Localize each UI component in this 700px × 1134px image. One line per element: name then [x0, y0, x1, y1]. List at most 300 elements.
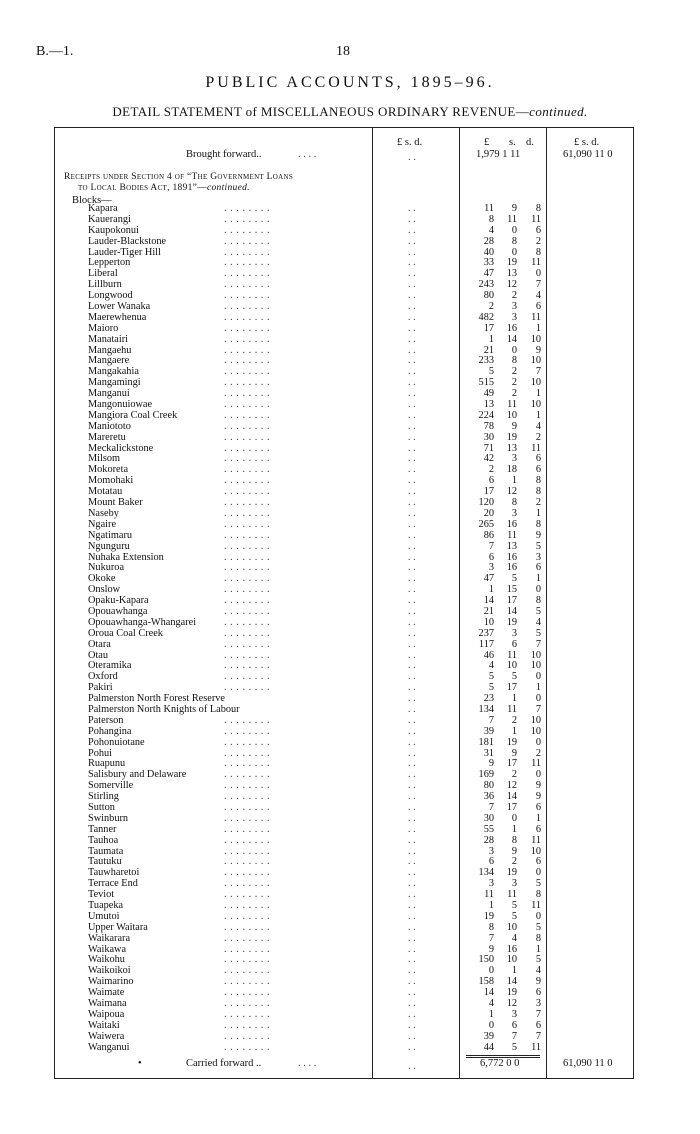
table-row [0, 640, 700, 651]
amount-pounds: 42 [483, 453, 494, 465]
amount-pence: 0 [535, 736, 541, 748]
amount-pence: 2 [535, 497, 541, 509]
amount-shillings: 14 [506, 976, 517, 988]
amount-pence: 9 [535, 344, 541, 356]
amount-shillings: 3 [511, 627, 517, 639]
leader-dots: . . . . . . . . [224, 714, 271, 726]
block-name: Otara [88, 638, 111, 650]
leader-dots: . . . . . . . . [224, 987, 271, 999]
leader-dots: . . . . . . . . [224, 900, 271, 911]
amount-pence: 5 [535, 878, 541, 890]
amount-pence: 10 [530, 845, 541, 857]
col1-dots: . . [408, 900, 416, 911]
amount-shillings: 6 [511, 638, 517, 650]
amount-shillings: 16 [506, 943, 517, 955]
block-name: Ngaire [88, 518, 117, 530]
amount-shillings: 19 [506, 431, 517, 443]
block-name: Waipoua [88, 1008, 125, 1020]
amount-shillings: 13 [506, 268, 517, 280]
col1-dots: . . [408, 976, 416, 988]
col1-dots: . . [408, 203, 416, 214]
leader-dots: . . . . . . . . [224, 213, 271, 225]
col1-dots: . . [408, 910, 416, 922]
column-header-3: £ s. d. [574, 137, 600, 148]
amount-pounds: 19 [483, 910, 494, 922]
block-name: Terrace End [88, 878, 138, 890]
col1-dots: . . [408, 344, 416, 356]
block-name: Naseby [88, 507, 119, 519]
leader-dots: . . . . . . . . [224, 736, 271, 748]
block-name: Somerville [88, 780, 134, 792]
col1-dots: . . [408, 714, 416, 726]
col1-dots: . . [408, 627, 416, 639]
amount-pounds: 21 [483, 344, 494, 356]
amount-shillings: 12 [506, 486, 517, 498]
leader-dots: . . . . . . . . [224, 910, 271, 922]
col1-dots: . . [408, 301, 416, 313]
block-name: Waitaki [88, 1019, 120, 1031]
amount-shillings: 1 [511, 965, 517, 977]
amount-pence: 6 [535, 1019, 541, 1031]
col1-dots: . . [408, 584, 416, 596]
amount-shillings: 10 [506, 954, 517, 966]
leader-dots: . . . . . . . . [224, 954, 271, 966]
leader-dots: . . . . . . . . [224, 605, 271, 617]
leader-dots: . . . . . . . . [224, 834, 271, 846]
page-subtitle [0, 104, 700, 120]
block-name: Maniototo [88, 420, 131, 432]
block-name: Maerewhenua [88, 311, 147, 323]
amount-pence: 1 [535, 388, 541, 400]
amount-pounds: 2 [488, 464, 494, 476]
amount-pounds: 0 [488, 1019, 494, 1031]
block-name: Kapara [88, 203, 118, 214]
amount-shillings: 14 [506, 791, 517, 803]
amount-pence: 6 [535, 301, 541, 313]
leader-dots: . . . . . . . . [224, 747, 271, 759]
block-name: Waimate [88, 987, 125, 999]
amount-pounds: 8 [488, 213, 494, 225]
block-name: Tauwharetoi [88, 867, 140, 879]
amount-pence: 11 [531, 834, 541, 846]
amount-pence: 0 [535, 867, 541, 879]
block-name: Opouawhanga [88, 605, 148, 617]
col1-dots: . . [408, 780, 416, 792]
block-name: Momohaki [88, 475, 134, 487]
amount-pence: 1 [535, 943, 541, 955]
leader-dots: . . . . . . . . [224, 769, 271, 781]
leader-dots: . . . . . . . . [224, 203, 271, 214]
subtitle-continued: continued. [529, 104, 588, 119]
section-heading-line1: Receipts under Section 4 of “The Government Loans [64, 172, 294, 182]
amount-pence: 2 [535, 747, 541, 759]
col1-dots: . . [408, 736, 416, 748]
block-name: Mokoreta [88, 464, 129, 476]
amount-pounds: 5 [488, 682, 494, 694]
amount-shillings: 11 [507, 399, 517, 411]
amount-pence: 7 [535, 279, 541, 291]
col1-dots: . . [408, 377, 416, 389]
amount-pounds: 55 [483, 823, 494, 835]
block-name: Tautuku [88, 856, 122, 868]
amount-pounds: 1 [488, 900, 494, 911]
block-name: Wanganui [88, 1041, 130, 1053]
col1-dots: . . [408, 322, 416, 334]
carried-forward-bullet: • [138, 1058, 142, 1069]
leader-dots: . . . . . . . . [224, 333, 271, 345]
amount-pence: 11 [531, 1041, 541, 1053]
amount-shillings: 8 [511, 497, 517, 509]
brought-forward-label: Brought forward.. [186, 149, 262, 160]
amount-pounds: 5 [488, 366, 494, 378]
amount-pounds: 20 [483, 507, 494, 519]
brought-forward-col1: . . [408, 152, 416, 163]
amount-pence: 8 [535, 595, 541, 607]
amount-shillings: 9 [511, 747, 517, 759]
leader-dots: . . . . . . . . [224, 845, 271, 857]
amount-pence: 8 [535, 246, 541, 258]
block-name: Tanner [88, 823, 117, 835]
block-name: Swinburn [88, 812, 129, 824]
amount-shillings: 3 [511, 507, 517, 519]
amount-pence: 11 [531, 213, 541, 225]
table-row [0, 1032, 700, 1043]
amount-shillings: 3 [511, 453, 517, 465]
col1-dots: . . [408, 856, 416, 868]
amount-pence: 10 [530, 649, 541, 661]
col1-dots: . . [408, 682, 416, 694]
carried-forward-label: Carried forward .. [186, 1058, 262, 1069]
amount-pounds: 36 [483, 791, 494, 803]
amount-shillings: 12 [506, 279, 517, 291]
col1-dots: . . [408, 366, 416, 378]
amount-pence: 9 [535, 780, 541, 792]
page-number: 18 [336, 44, 350, 59]
amount-pence: 10 [530, 333, 541, 345]
col1-dots: . . [408, 529, 416, 541]
amount-shillings: 1 [511, 823, 517, 835]
col1-dots: . . [408, 257, 416, 269]
leader-dots: . . . . . . . . [224, 976, 271, 988]
col1-dots: . . [408, 638, 416, 650]
amount-pence: 3 [535, 551, 541, 563]
block-name: Pakiri [88, 682, 113, 694]
col1-dots: . . [408, 867, 416, 879]
amount-shillings: 16 [506, 551, 517, 563]
amount-pounds: 80 [483, 290, 494, 302]
leader-dots: . . . . . . . . [224, 856, 271, 868]
leader-dots: . . . . . . . . [224, 529, 271, 541]
col1-dots: . . [408, 551, 416, 563]
leader-dots: . . . . . . . . [224, 235, 271, 247]
leader-dots: . . . . . . . . [224, 464, 271, 476]
leader-dots: . . . . . . . . [224, 780, 271, 792]
block-name: Oteramika [88, 660, 132, 672]
amount-shillings: 11 [507, 889, 517, 901]
amount-shillings: 17 [506, 682, 517, 694]
amount-pounds: 30 [483, 431, 494, 443]
amount-pounds: 10 [483, 616, 494, 628]
block-name: Tauhoa [88, 834, 119, 846]
leader-dots: . . . . . . . . [224, 878, 271, 890]
amount-pounds: 3 [488, 845, 494, 857]
amount-shillings: 11 [507, 529, 517, 541]
block-name: Okoke [88, 573, 116, 585]
col1-dots: . . [408, 791, 416, 803]
leader-dots: . . . . . . . . [224, 638, 271, 650]
col1-dots: . . [408, 769, 416, 781]
amount-shillings: 0 [511, 812, 517, 824]
col1-dots: . . [408, 987, 416, 999]
col1-dots: . . [408, 246, 416, 258]
col1-dots: . . [408, 311, 416, 323]
amount-pounds: 28 [483, 235, 494, 247]
block-name: Lower Wanaka [88, 301, 151, 313]
amount-pounds: 265 [478, 518, 494, 530]
amount-pence: 4 [535, 616, 541, 628]
col1-dots: . . [408, 464, 416, 476]
amount-pounds: 4 [488, 224, 494, 236]
amount-pence: 0 [535, 769, 541, 781]
amount-pounds: 134 [478, 867, 494, 879]
block-name: Meckalickstone [88, 442, 154, 454]
amount-shillings: 2 [511, 377, 517, 389]
col1-dots: . . [408, 290, 416, 302]
amount-pounds: 7 [488, 932, 494, 944]
page-title: PUBLIC ACCOUNTS, 1895–96. [205, 74, 495, 91]
amount-pounds: 233 [478, 355, 494, 367]
leader-dots: . . . . . . . . [224, 791, 271, 803]
amount-pence: 9 [535, 791, 541, 803]
block-name: Mangonuiowae [88, 399, 153, 411]
block-name: Mount Baker [88, 497, 143, 509]
amount-pence: 4 [535, 965, 541, 977]
amount-pence: 6 [535, 823, 541, 835]
leader-dots: . . . . . . . . [224, 257, 271, 269]
col1-dots: . . [408, 388, 416, 400]
leader-dots: . . . . . . . . [224, 355, 271, 367]
amount-shillings: 1 [511, 725, 517, 737]
leader-dots: . . . . . . . . [224, 616, 271, 628]
amount-pounds: 28 [483, 834, 494, 846]
amount-pence: 1 [535, 812, 541, 824]
amount-pounds: 515 [478, 377, 494, 389]
col1-dots: . . [408, 725, 416, 737]
amount-pence: 7 [535, 703, 541, 715]
amount-shillings: 12 [506, 780, 517, 792]
block-name: Opouawhanga-Whangarei [88, 616, 197, 628]
leader-dots: . . . . . . . . [224, 388, 271, 400]
leader-dots: . . . . . . . . [224, 1030, 271, 1042]
amount-shillings: 2 [511, 290, 517, 302]
block-name: Lillburn [88, 279, 122, 291]
col1-dots: . . [408, 279, 416, 291]
amount-pence: 6 [535, 224, 541, 236]
amount-pounds: 224 [478, 409, 494, 421]
amount-shillings: 3 [511, 301, 517, 313]
amount-pence: 0 [535, 584, 541, 596]
block-name: Otau [88, 649, 109, 661]
amount-pence: 1 [535, 573, 541, 585]
col1-dots: . . [408, 605, 416, 617]
amount-pence: 10 [530, 725, 541, 737]
block-name: Motatau [88, 486, 123, 498]
amount-pounds: 1 [488, 1008, 494, 1020]
amount-pence: 0 [535, 268, 541, 280]
amount-pounds: 7 [488, 801, 494, 813]
column-header-2-shillings: s. [509, 137, 516, 148]
brought-forward-col3: 61,090 11 0 [563, 149, 613, 160]
block-name: Waikarara [88, 932, 131, 944]
amount-shillings: 2 [511, 856, 517, 868]
amount-shillings: 8 [511, 834, 517, 846]
amount-pence: 6 [535, 464, 541, 476]
amount-pence: 8 [535, 518, 541, 530]
amount-shillings: 15 [506, 584, 517, 596]
leader-dots: . . . . . . . . [224, 518, 271, 530]
amount-pounds: 49 [483, 388, 494, 400]
column-header-2-pound: £ [484, 137, 490, 148]
col1-dots: . . [408, 333, 416, 345]
amount-pounds: 71 [483, 442, 494, 454]
amount-pence: 10 [530, 399, 541, 411]
amount-pounds: 39 [483, 1030, 494, 1042]
amount-pounds: 6 [488, 856, 494, 868]
amount-pence: 8 [535, 475, 541, 487]
carried-forward-col3: 61,090 11 0 [563, 1058, 613, 1069]
amount-pence: 5 [535, 627, 541, 639]
section-heading-line2: to Local Bodies Act, 1891”— [78, 183, 207, 193]
block-name: Mangakahia [88, 366, 139, 378]
amount-shillings: 11 [507, 649, 517, 661]
amount-pounds: 237 [478, 627, 494, 639]
col1-dots: . . [408, 812, 416, 824]
leader-dots: . . . . . . . . [224, 409, 271, 421]
col1-dots: . . [408, 507, 416, 519]
amount-pence: 9 [535, 976, 541, 988]
amount-shillings: 2 [511, 388, 517, 400]
amount-shillings: 8 [511, 235, 517, 247]
leader-dots: . . . . . . . . [224, 660, 271, 672]
amount-pence: 8 [535, 932, 541, 944]
amount-pence: 10 [530, 660, 541, 672]
block-name: Mangaere [88, 355, 130, 367]
table-row [0, 433, 700, 444]
amount-shillings: 5 [511, 1041, 517, 1053]
amount-pounds: 33 [483, 257, 494, 269]
col1-dots: . . [408, 649, 416, 661]
col1-dots: . . [408, 431, 416, 443]
block-name: Waikohu [88, 954, 125, 966]
amount-shillings: 19 [506, 257, 517, 269]
leader-dots: . . . . . . . . [224, 562, 271, 574]
amount-shillings: 13 [506, 540, 517, 552]
amount-pounds: 47 [483, 268, 494, 280]
col1-dots: . . [408, 834, 416, 846]
amount-pounds: 3 [488, 562, 494, 574]
amount-pounds: 14 [483, 595, 494, 607]
leader-dots: . . . . . . . . [224, 725, 271, 737]
amount-pence: 0 [535, 693, 541, 705]
leader-dots: . . . . . . . . [224, 453, 271, 465]
col1-dots: . . [408, 213, 416, 225]
col1-dots: . . [408, 409, 416, 421]
leader-dots: . . . . . . . . [224, 366, 271, 378]
amount-shillings: 1 [511, 693, 517, 705]
amount-shillings: 17 [506, 758, 517, 770]
col1-dots: . . [408, 355, 416, 367]
leader-dots: . . . . . . . . [224, 867, 271, 879]
total-rule-col2 [466, 1055, 540, 1056]
amount-pence: 8 [535, 889, 541, 901]
amount-shillings: 17 [506, 801, 517, 813]
block-name: Kauerangi [88, 213, 131, 225]
leader-dots: . . . . . . . . [224, 224, 271, 236]
amount-shillings: 2 [511, 714, 517, 726]
col1-dots: . . [408, 475, 416, 487]
amount-pounds: 4 [488, 998, 494, 1010]
leader-dots: . . . . . . . . [224, 649, 271, 661]
carried-forward-col2: 6,772 0 0 [480, 1058, 520, 1069]
table-row [0, 542, 700, 553]
amount-shillings: 16 [506, 562, 517, 574]
col1-dots: . . [408, 1041, 416, 1053]
amount-pounds: 40 [483, 246, 494, 258]
block-name: Lepperton [88, 257, 131, 269]
column-header-1: £ s. d. [397, 137, 423, 148]
col1-dots: . . [408, 747, 416, 759]
leader-dots: . . . . . . . . [224, 823, 271, 835]
amount-pence: 2 [535, 431, 541, 443]
table-row [0, 836, 700, 847]
amount-pence: 7 [535, 366, 541, 378]
amount-pence: 0 [535, 671, 541, 683]
amount-pounds: 0 [488, 965, 494, 977]
leader-dots: . . . . . . . . [224, 682, 271, 694]
amount-pence: 11 [531, 257, 541, 269]
amount-pence: 2 [535, 235, 541, 247]
amount-pence: 9 [535, 529, 541, 541]
block-name: Palmerston North Knights of Labour [88, 703, 240, 715]
amount-pounds: 2 [488, 301, 494, 313]
amount-pounds: 243 [478, 279, 494, 291]
amount-shillings: 14 [506, 605, 517, 617]
col1-dots: . . [408, 1030, 416, 1042]
amount-pounds: 5 [488, 671, 494, 683]
block-name: Opaku-Kapara [88, 595, 149, 607]
amount-shillings: 10 [506, 660, 517, 672]
block-name: Nukuroa [88, 562, 125, 574]
amount-pence: 0 [535, 910, 541, 922]
col1-dots: . . [408, 497, 416, 509]
col1-dots: . . [408, 758, 416, 770]
leader-dots: . . . . . . . . [224, 507, 271, 519]
block-name: Kaupokonui [88, 224, 139, 236]
amount-shillings: 19 [506, 736, 517, 748]
leader-dots: . . . . . . . . [224, 998, 271, 1010]
amount-pounds: 17 [483, 322, 494, 334]
amount-pence: 10 [530, 714, 541, 726]
leader-dots: . . . . . . . . [224, 442, 271, 454]
amount-pence: 5 [535, 954, 541, 966]
col1-dots: . . [408, 562, 416, 574]
amount-pounds: 17 [483, 486, 494, 498]
col1-dots: . . [408, 845, 416, 857]
amount-pounds: 39 [483, 725, 494, 737]
leader-dots: . . . . . . . . [224, 486, 271, 498]
block-name: Mangiora Coal Creek [88, 409, 178, 421]
amount-pence: 7 [535, 638, 541, 650]
